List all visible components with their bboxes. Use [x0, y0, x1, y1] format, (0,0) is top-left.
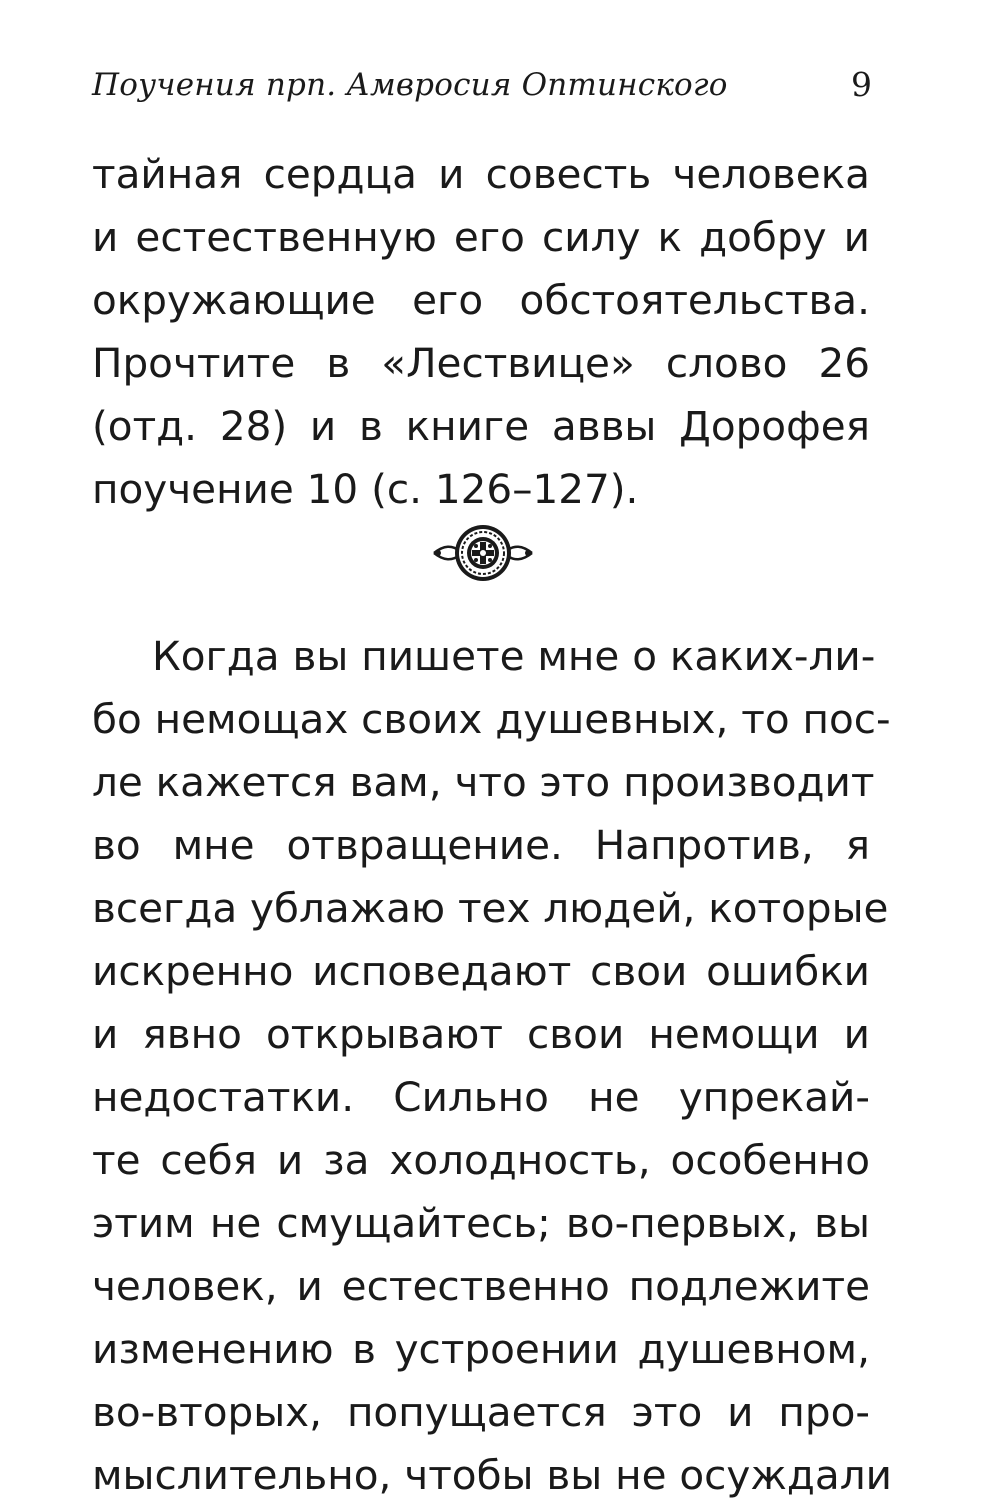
text-line: во-вторых, попущается это и про-: [92, 1388, 870, 1436]
text-line: окружающие его обстоятельства.: [92, 276, 870, 324]
text-line: мыслительно, чтобы вы не осуждали: [92, 1451, 892, 1499]
text-line: изменению в устроении душевном,: [92, 1325, 870, 1373]
text-line: искренно исповедают свои ошибки: [92, 947, 870, 995]
text-line: и естественную его силу к добру и: [92, 213, 870, 261]
running-head: [92, 62, 872, 112]
text-line: тайная сердца и совесть человека: [92, 150, 870, 198]
text-line: и явно открывают свои немощи и: [92, 1010, 870, 1058]
text-line: Прочтите в «Лествице» слово 26: [92, 339, 870, 387]
running-title: Поучения прп. Амвросия Оптинского: [92, 67, 728, 103]
text-line: этим не смущайтесь; во-первых, вы: [92, 1199, 870, 1247]
text-line: недостатки. Сильно не упрекай-: [92, 1073, 870, 1121]
text-line: (отд. 28) и в книге аввы Дорофея: [92, 402, 870, 450]
page-number: 9: [851, 65, 872, 104]
paragraph: [92, 625, 892, 1507]
text-line: ле кажется вам, что это производит: [92, 758, 875, 806]
text-line: поучение 10 (с. 126–127).: [92, 465, 639, 513]
text-line: во мне отвращение. Напротив, я: [92, 821, 870, 869]
text-line: Когда вы пишете мне о каких-ли-: [152, 632, 876, 680]
paragraph-continuation: [92, 143, 870, 521]
text-line: те себя и за холодность, особенно: [92, 1136, 870, 1184]
ornament-icon: [430, 520, 536, 586]
text-line: бо немощах своих душевных, то пос-: [92, 695, 891, 743]
text-line: человек, и естественно подлежите: [92, 1262, 870, 1310]
text-line: всегда ублажаю тех людей, которые: [92, 884, 889, 932]
